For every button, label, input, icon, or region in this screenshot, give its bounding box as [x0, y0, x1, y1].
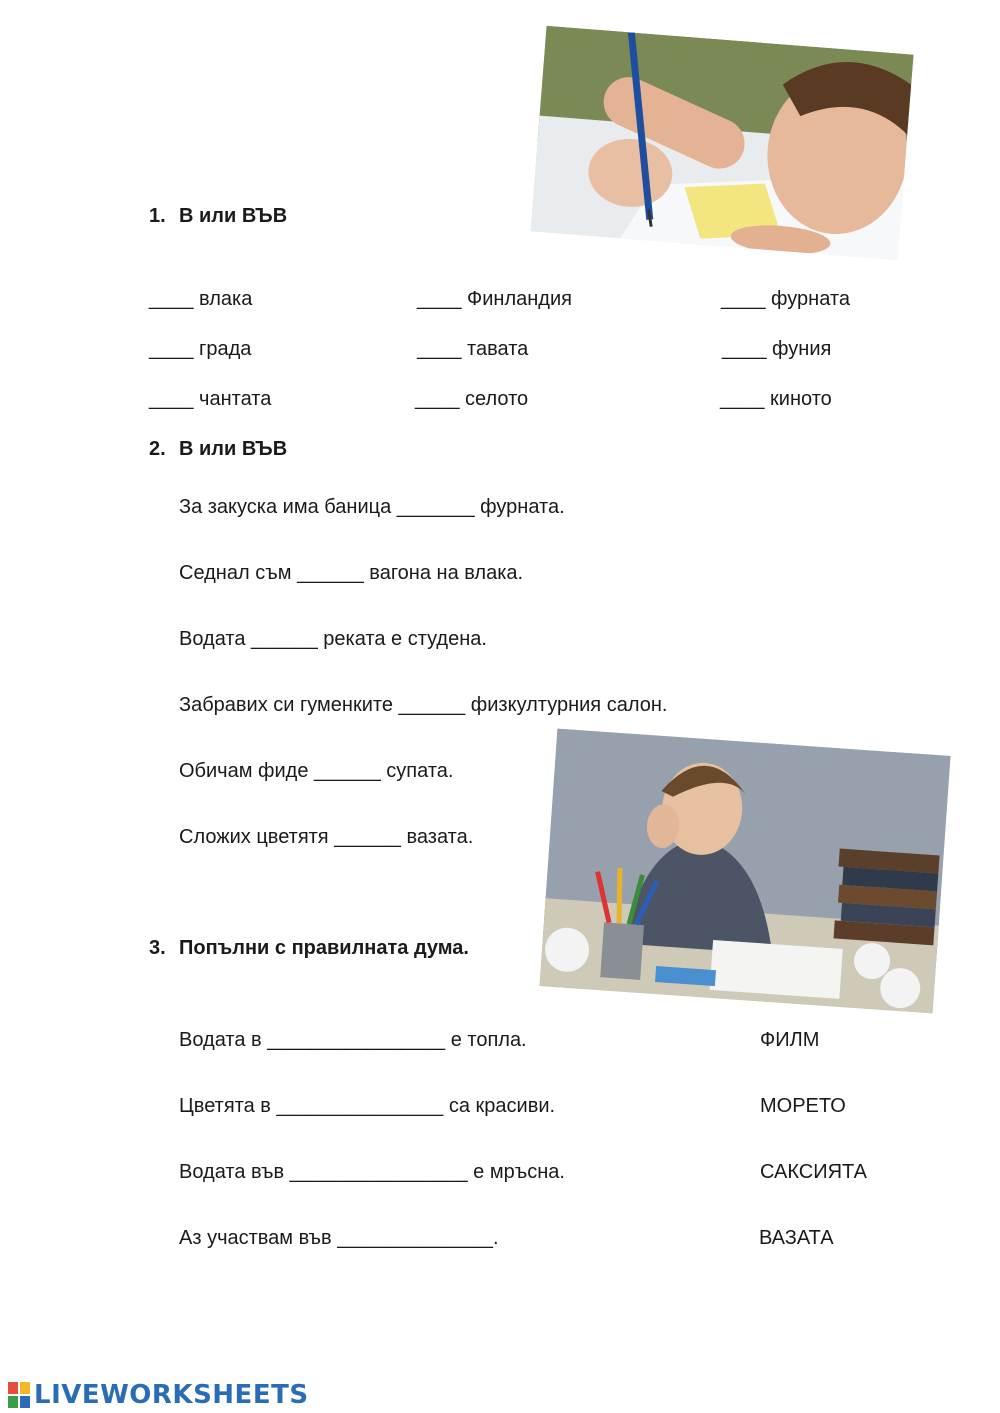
section1-item: ____ тавата — [417, 338, 529, 360]
logo-blocks-icon — [8, 1382, 30, 1408]
section1-heading — [149, 205, 287, 228]
section2-sentence: Седнал съм ______ вагона на влака. — [179, 562, 524, 584]
word-bank-item: САКСИЯТА — [760, 1161, 867, 1183]
section1-item: ____ чантата — [149, 388, 272, 410]
section1-item: ____ града — [149, 338, 252, 360]
section2-heading — [149, 438, 287, 461]
section1-item: ____ селото — [415, 388, 529, 410]
writing-child-illustration — [530, 26, 913, 260]
section2-sentence: За закуска има баница _______ фурната. — [179, 496, 565, 518]
section3-sentence: Аз участвам във ______________. — [179, 1227, 499, 1249]
word-bank-item: ВАЗАТА — [759, 1227, 834, 1249]
section2-sentence: Водата ______ реката е студена. — [179, 628, 487, 650]
section2-sentence: Сложих цветятя ______ вазата. — [179, 826, 474, 848]
bored-child-photo — [539, 729, 950, 1014]
section1-item: ____ фурната — [721, 288, 850, 310]
section3-title: Попълни с правилната дума. — [179, 937, 469, 959]
section1-title: В или ВЪВ — [179, 205, 288, 227]
section2-title: В или ВЪВ — [179, 438, 288, 460]
writing-child-photo — [530, 26, 913, 260]
section1-item: ____ киното — [720, 388, 832, 410]
section3-number: 3. — [149, 937, 166, 959]
section3-heading — [149, 937, 469, 960]
section1-item: ____ влака — [149, 288, 253, 310]
section3-sentence: Цветята в _______________ са красиви. — [179, 1095, 556, 1117]
section1-item: ____ фуния — [722, 338, 832, 360]
section3-sentence: Водата във ________________ е мръсна. — [179, 1161, 565, 1183]
section2-sentence: Обичам фиде ______ супата. — [179, 760, 454, 782]
section2-sentence: Забравих си гуменките ______ физкултурния салон. — [179, 694, 668, 716]
section1-number: 1. — [149, 205, 166, 227]
word-bank-item: ФИЛМ — [760, 1029, 820, 1051]
section1-item: ____ Финландия — [417, 288, 572, 310]
word-bank-item: МОРЕТО — [760, 1095, 846, 1117]
logo-text: LIVEWORKSHEETS — [34, 1380, 309, 1410]
section3-sentence: Водата в ________________ е топла. — [179, 1029, 527, 1051]
section2-number: 2. — [149, 438, 166, 460]
bored-child-illustration — [539, 729, 950, 1014]
liveworksheets-logo[interactable] — [8, 1380, 309, 1410]
